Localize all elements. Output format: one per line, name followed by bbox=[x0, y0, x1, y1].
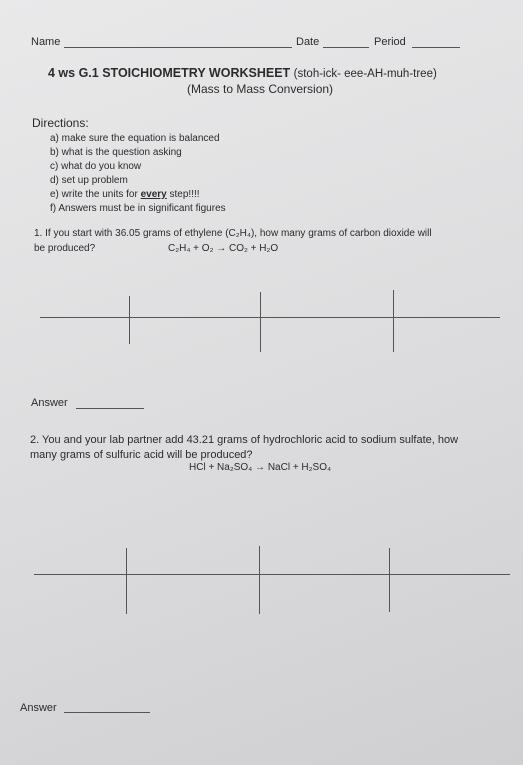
date-label: Date bbox=[296, 36, 320, 48]
q1-work-horizontal-line bbox=[40, 317, 500, 318]
q2-answer-label: Answer bbox=[20, 702, 57, 714]
q2-work-divider bbox=[389, 548, 390, 612]
worksheet-title bbox=[48, 66, 437, 80]
period-label: Period bbox=[374, 36, 406, 48]
q1-answer-blank[interactable] bbox=[76, 408, 144, 409]
title-subtitle: (Mass to Mass Conversion) bbox=[187, 82, 334, 96]
q2-text-line2: many grams of sulfuric acid will be produced? bbox=[30, 449, 253, 461]
q2-work-divider bbox=[126, 548, 127, 614]
q1-equation: C₂H₄ + O₂ → CO₂ + H₂O bbox=[168, 243, 279, 254]
q2-equation: HCl + Na₂SO₄ → NaCl + H₂SO₄ bbox=[189, 462, 332, 473]
name-blank[interactable] bbox=[64, 47, 292, 48]
name-label: Name bbox=[31, 36, 61, 48]
direction-item-text: e) write the units for bbox=[50, 189, 141, 200]
q2-answer-blank[interactable] bbox=[64, 712, 150, 713]
q1-text-line2: be produced? bbox=[34, 243, 96, 254]
q2-text-line1: 2. You and your lab partner add 43.21 grams of hydrochloric acid to sodium sulfate, how bbox=[30, 434, 459, 446]
direction-item-e bbox=[50, 189, 200, 200]
direction-item: a) make sure the equation is balanced bbox=[50, 133, 220, 144]
title-main: 4 ws G.1 STOICHIOMETRY WORKSHEET bbox=[48, 66, 291, 80]
title-pronunciation: (stoh-ick- eee-AH-muh-tree) bbox=[293, 68, 437, 80]
q1-text-line1: 1. If you start with 36.05 grams of ethylene (C₂H₄), how many grams of carbon dioxide will bbox=[34, 228, 432, 239]
direction-item: c) what do you know bbox=[50, 161, 142, 172]
q1-work-divider bbox=[129, 296, 130, 344]
direction-item: b) what is the question asking bbox=[50, 147, 182, 158]
direction-item: f) Answers must be in significant figures bbox=[50, 203, 226, 214]
q1-answer-label: Answer bbox=[31, 397, 68, 409]
directions-heading: Directions: bbox=[32, 116, 89, 130]
direction-emphasis: every bbox=[140, 189, 167, 200]
direction-item-suffix: step!!!! bbox=[166, 189, 200, 200]
q1-work-divider bbox=[393, 290, 394, 352]
date-blank[interactable] bbox=[323, 47, 369, 48]
q1-work-divider bbox=[260, 292, 261, 352]
q2-work-divider bbox=[259, 546, 260, 614]
q2-work-horizontal-line bbox=[34, 574, 510, 575]
period-blank[interactable] bbox=[412, 47, 460, 48]
direction-item: d) set up problem bbox=[50, 175, 128, 186]
